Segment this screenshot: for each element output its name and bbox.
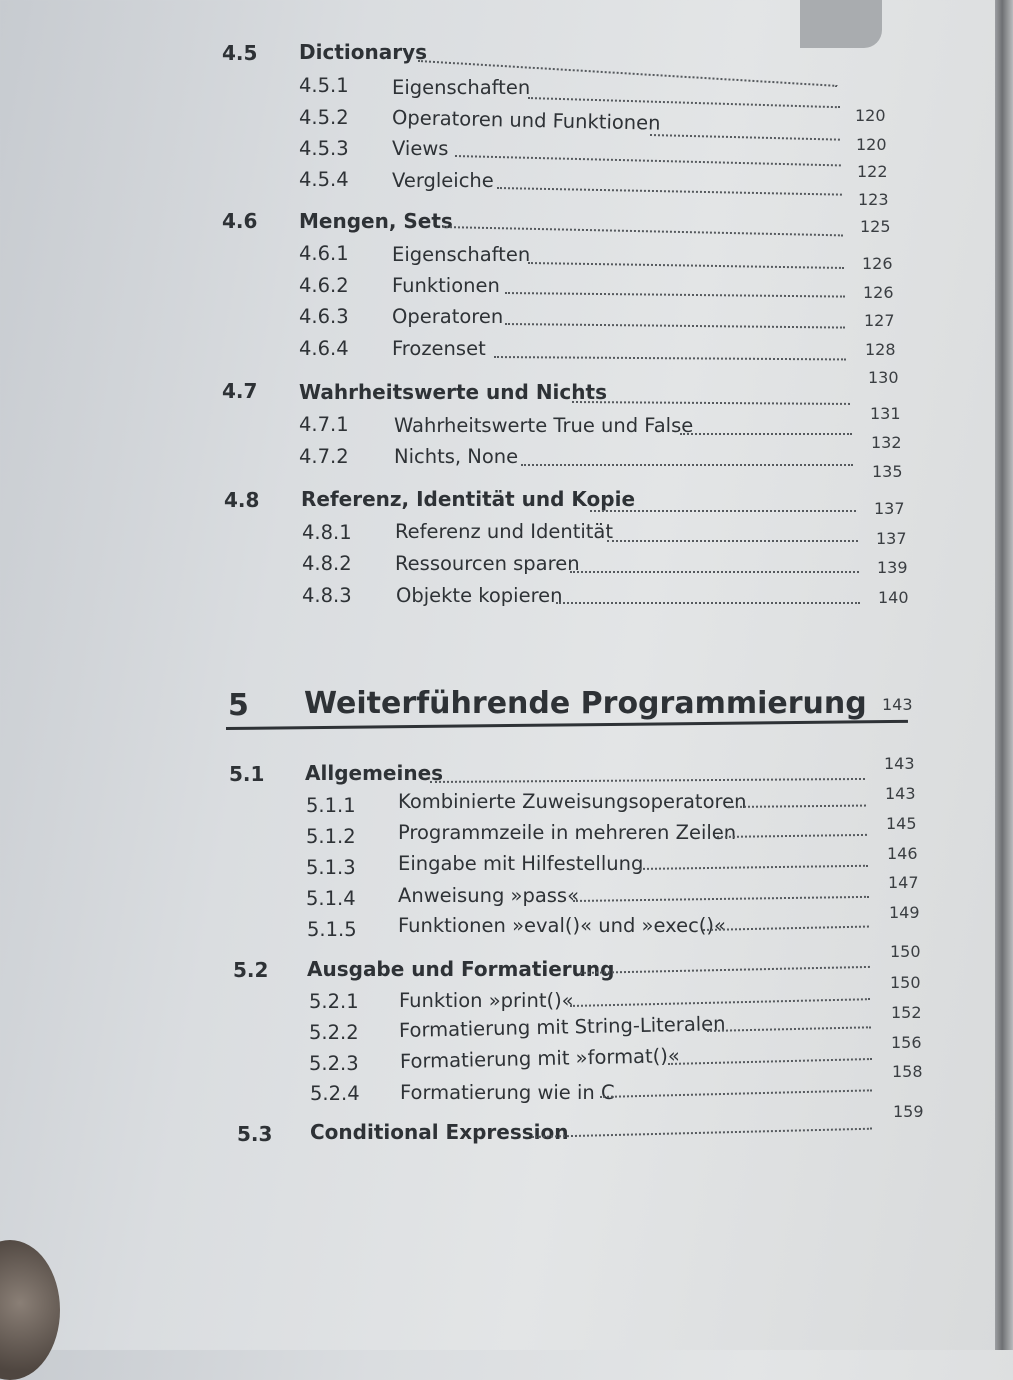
entry-title: Ressourcen sparen <box>395 552 580 575</box>
page-number: 137 <box>874 499 905 518</box>
section-title: Mengen, Sets <box>299 209 453 233</box>
section-title: Ausgabe und Formatierung <box>307 957 615 981</box>
entry-title: Formatierung mit »format()« <box>399 1044 681 1073</box>
section-number: 4.5 <box>222 41 258 65</box>
page-number: 135 <box>872 462 903 481</box>
page-number: 145 <box>886 814 917 833</box>
page-number: 122 <box>857 162 888 181</box>
entry-title: Funktionen »eval()« und »exec()« <box>398 914 726 937</box>
dot-leader <box>717 834 867 838</box>
section-number: 5.1 <box>229 762 265 786</box>
entry-number: 4.5.3 <box>299 137 349 160</box>
entry-title: Eigenschaften <box>392 243 531 266</box>
dot-leader <box>532 1128 872 1138</box>
entry-number: 5.1.3 <box>306 856 356 879</box>
page-number: 147 <box>888 873 919 892</box>
chapter-number: 5 <box>228 688 249 723</box>
dot-leader <box>668 1058 872 1065</box>
dot-leader <box>430 778 865 783</box>
entry-number: 4.5.2 <box>299 106 349 129</box>
page-number: 159 <box>893 1102 924 1121</box>
entry-title: Eigenschaften <box>392 76 531 99</box>
section-number: 4.8 <box>224 488 260 512</box>
entry-number: 5.2.4 <box>310 1082 360 1105</box>
page-number: 150 <box>890 942 921 961</box>
page-number: 152 <box>891 1003 922 1022</box>
page-number: 127 <box>864 311 895 330</box>
entry-number: 5.1.5 <box>307 918 357 941</box>
entry-title: Nichts, None <box>394 445 519 468</box>
dot-leader <box>636 865 868 870</box>
entry-number: 5.1.2 <box>306 825 356 848</box>
entry-number: 4.6.4 <box>299 337 349 360</box>
entry-title: Formatierung wie in C <box>400 1081 615 1104</box>
page-number: 120 <box>856 135 887 154</box>
entry-title: Objekte kopieren <box>396 584 563 607</box>
entry-number: 4.8.2 <box>302 552 352 575</box>
dot-leader <box>521 464 853 466</box>
page-number: 130 <box>868 368 899 387</box>
dot-leader <box>570 998 870 1007</box>
entry-number: 4.6.1 <box>299 242 349 265</box>
entry-title: Anweisung »pass« <box>398 884 580 907</box>
chapter-rule <box>226 720 908 730</box>
entry-title: Operatoren und Funktionen <box>391 106 661 135</box>
page-number: 158 <box>892 1062 923 1081</box>
entry-number: 4.5.4 <box>299 168 349 191</box>
page-number: 149 <box>889 903 920 922</box>
page-number: 125 <box>860 217 891 236</box>
entry-title: Referenz und Identität <box>395 520 613 543</box>
section-number: 4.6 <box>222 209 258 233</box>
dot-leader <box>556 602 860 604</box>
entry-title: Funktionen <box>392 274 500 297</box>
dot-leader <box>505 292 845 298</box>
dot-leader <box>600 1089 872 1098</box>
page-number: 143 <box>885 784 916 803</box>
dot-leader <box>703 926 869 931</box>
entry-number: 4.8.3 <box>302 584 352 607</box>
dot-leader <box>580 966 870 974</box>
entry-number: 4.7.2 <box>299 445 349 468</box>
dot-leader <box>505 323 845 329</box>
dot-leader <box>455 155 841 166</box>
entry-title: Views <box>392 137 449 160</box>
entry-number: 4.5.1 <box>299 74 349 97</box>
dot-leader <box>497 187 842 196</box>
entry-title: Vergleiche <box>392 169 494 192</box>
entry-title: Wahrheitswerte True und False <box>394 414 694 437</box>
entry-number: 5.2.1 <box>309 990 359 1013</box>
section-number: 5.2 <box>233 958 269 982</box>
dot-leader <box>590 510 856 512</box>
entry-title: Operatoren <box>392 305 504 328</box>
page-number: 137 <box>876 529 907 548</box>
section-number: 4.7 <box>222 379 258 403</box>
page-number: 120 <box>855 106 886 125</box>
dot-leader <box>573 896 869 902</box>
entry-title: Programmzeile in mehreren Zeilen <box>398 821 737 844</box>
entry-title: Frozenset <box>392 337 486 360</box>
page-number: 126 <box>862 254 893 273</box>
dot-leader <box>680 433 852 435</box>
page-number: 143 <box>882 695 913 714</box>
book-page-edge <box>995 0 1013 1350</box>
dot-leader <box>494 356 846 360</box>
page-number: 143 <box>884 754 915 773</box>
dot-leader <box>528 97 840 108</box>
entry-title: Eingabe mit Hilfestellung <box>398 852 644 875</box>
page-number: 131 <box>870 404 901 423</box>
dot-leader <box>650 134 840 141</box>
dot-leader <box>528 262 844 269</box>
page-number: 156 <box>891 1033 922 1052</box>
entry-title: Formatierung mit String-Literalen <box>398 1012 726 1042</box>
entry-title: Kombinierte Zuweisungsoperatoren <box>398 790 747 813</box>
page-number: 128 <box>865 340 896 359</box>
entry-number: 4.8.1 <box>302 521 352 544</box>
entry-number: 5.2.3 <box>309 1052 359 1075</box>
section-number: 5.3 <box>237 1122 273 1146</box>
page-number: 150 <box>890 973 921 992</box>
chapter-title: Weiterführende Programmierung <box>304 686 867 721</box>
dot-leader <box>728 805 866 808</box>
dot-leader <box>443 226 843 236</box>
page-number: 139 <box>877 558 908 577</box>
finger-shadow <box>0 1240 60 1380</box>
section-title: Allgemeines <box>305 761 444 785</box>
dot-leader <box>707 1026 871 1032</box>
section-title: Wahrheitswerte und Nichts <box>299 380 607 404</box>
page-number: 132 <box>871 433 902 452</box>
section-title: Conditional Expression <box>310 1120 569 1144</box>
entry-number: 4.6.2 <box>299 274 349 297</box>
entry-number: 5.2.2 <box>309 1021 359 1044</box>
page-number: 146 <box>887 844 918 863</box>
entry-number: 5.1.1 <box>306 794 356 817</box>
dot-leader <box>570 571 859 573</box>
page-number: 126 <box>863 283 894 302</box>
dot-leader <box>607 540 858 542</box>
page-number: 123 <box>858 190 889 209</box>
dot-leader <box>572 401 850 405</box>
page-number: 140 <box>878 588 909 607</box>
entry-number: 4.7.1 <box>299 413 349 436</box>
section-title: Referenz, Identität und Kopie <box>301 487 636 511</box>
section-title: Dictionarys <box>299 40 428 64</box>
page-tab-shadow <box>800 0 882 48</box>
entry-number: 4.6.3 <box>299 305 349 328</box>
entry-title: Funktion »print()« <box>399 989 574 1012</box>
entry-number: 5.1.4 <box>306 887 356 910</box>
